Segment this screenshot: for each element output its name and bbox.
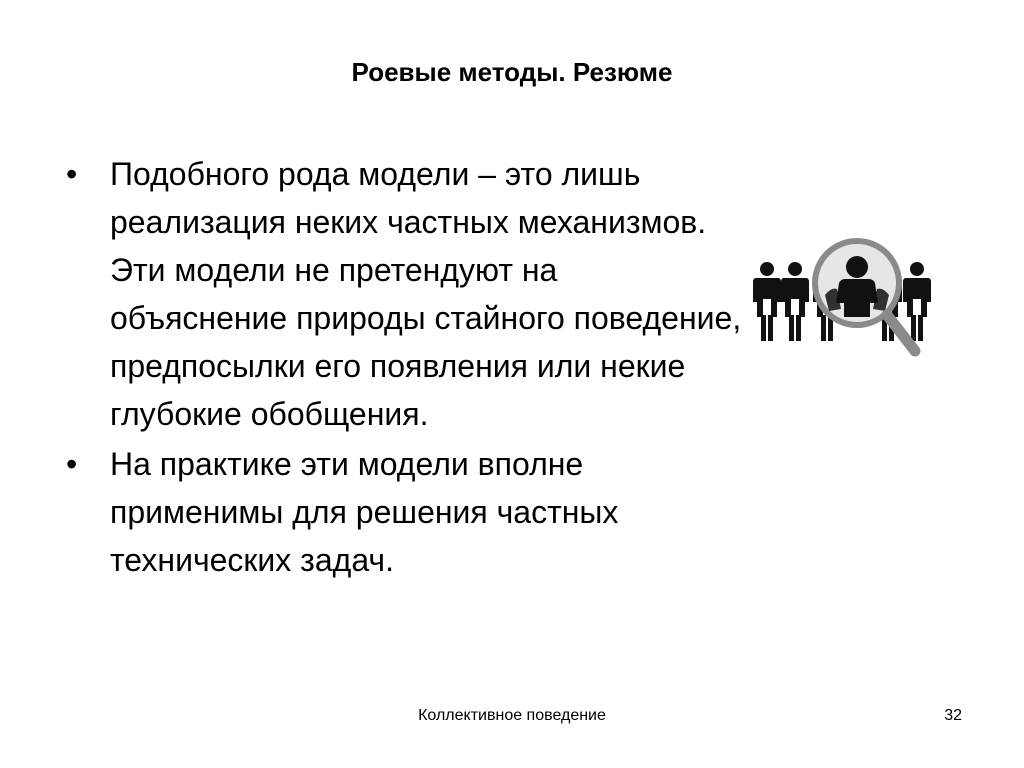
footer-text: Коллективное поведение (418, 707, 606, 724)
bullet-marker: • (66, 446, 78, 482)
bullet-text: На практике эти модели вполне применимы для решения частных технических задач. (110, 446, 619, 578)
slide-title: Роевые методы. Резюме (351, 57, 673, 87)
bullet-item (62, 150, 742, 438)
bullet-item (62, 440, 742, 584)
bullet-marker: • (66, 156, 78, 192)
page-number: 32 (944, 707, 962, 724)
bullet-list (62, 150, 742, 586)
bullet-text: Подобного рода модели – это лишь реализация неких частных механизмов. Эти модели не претендуют на объяснение природы стайного поведение, предпосылки его появления или некие глубокие обобщения. (110, 156, 742, 432)
people-magnifier-icon (745, 225, 960, 375)
